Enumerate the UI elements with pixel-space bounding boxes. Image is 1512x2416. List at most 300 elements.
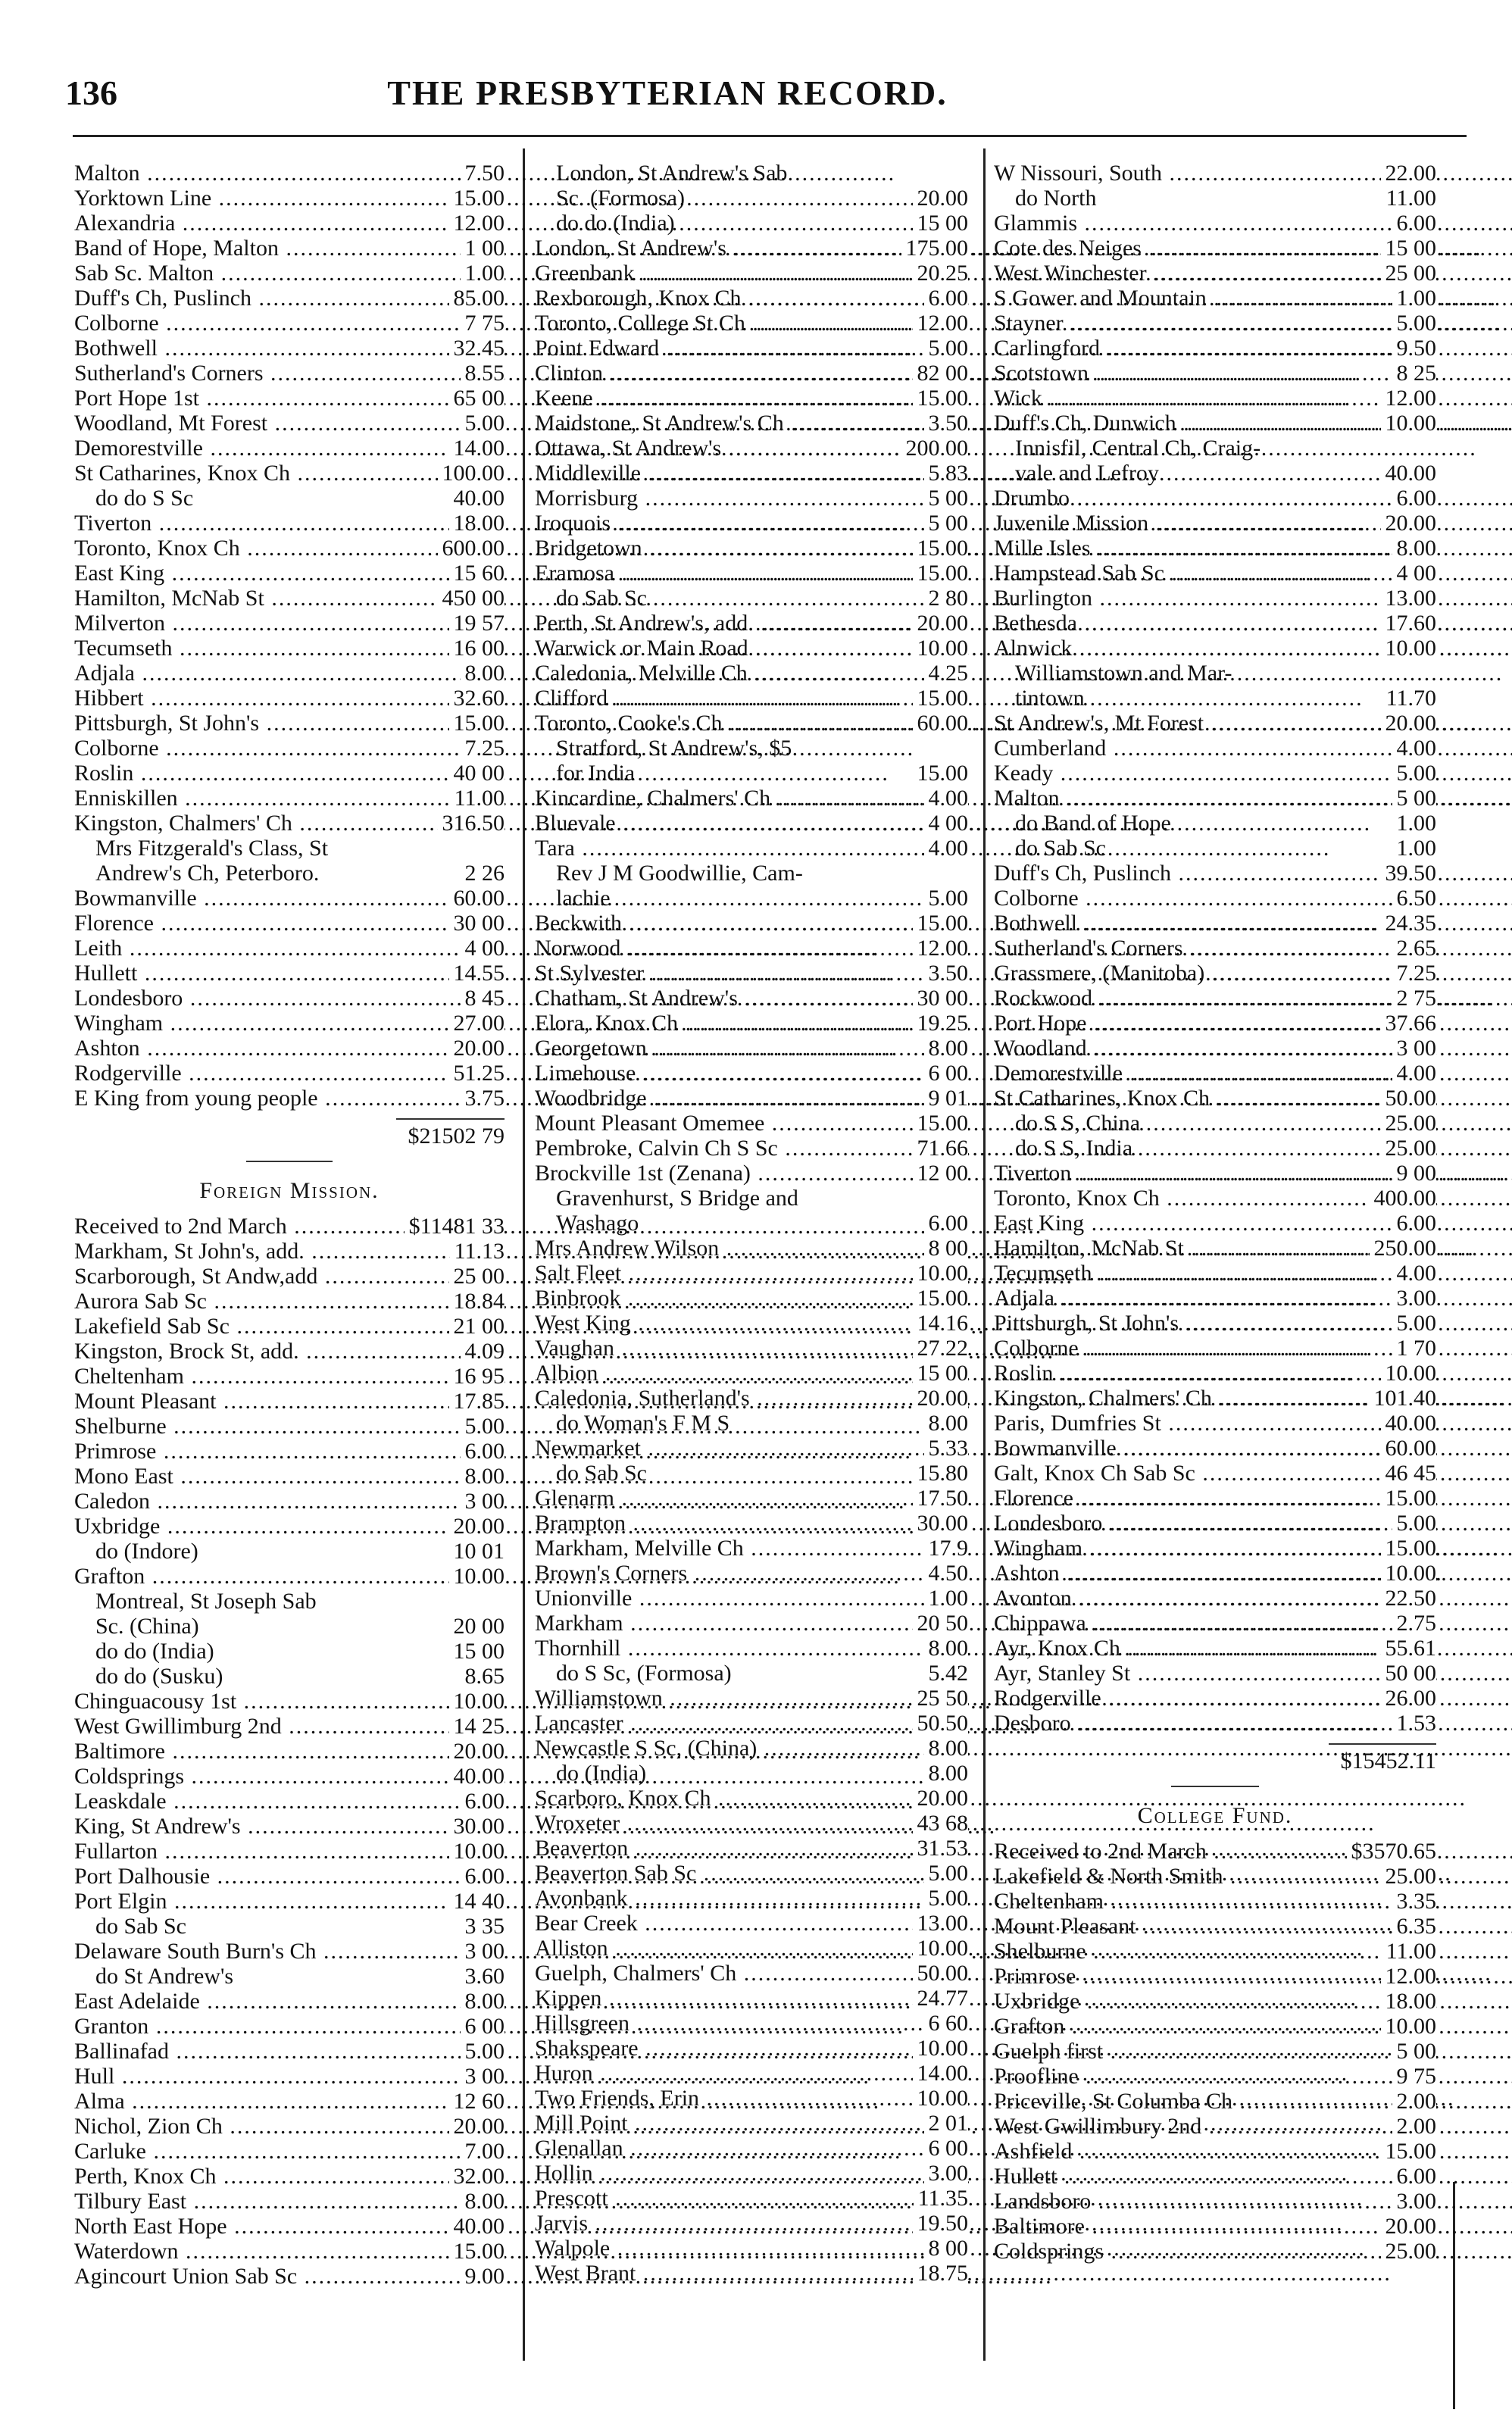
ledger-entry xyxy=(535,561,968,586)
entry-amount: 3 35 xyxy=(461,1914,505,1939)
ledger-entry xyxy=(994,2014,1436,2039)
entry-amount: 18.84 xyxy=(449,1289,505,1314)
entry-name: Unionville ..... xyxy=(535,1586,1388,1611)
entry-name: Newcastle S Sc, (China) ..... xyxy=(535,1736,1512,1761)
ledger-entry xyxy=(535,536,968,561)
ledger-entry xyxy=(994,811,1436,836)
entry-amount: 15.00 xyxy=(1381,1486,1437,1511)
entry-name: Leith ..... xyxy=(74,936,878,961)
entry-amount: 20.00 xyxy=(1381,511,1437,536)
entry-name: North East Hope ..... xyxy=(74,2214,982,2239)
entry-amount: 2 26 xyxy=(461,861,505,886)
ledger-entry xyxy=(535,1761,968,1786)
ledger-entry xyxy=(535,2086,968,2111)
entry-amount: 5 00 xyxy=(1392,2039,1437,2064)
ledger-entry xyxy=(994,1989,1436,2014)
entry-name: Grafton ..... xyxy=(74,1564,901,1589)
entry-amount: 1.00 xyxy=(1392,286,1437,311)
entry-amount: 4 00 xyxy=(924,811,969,836)
ledger-entry xyxy=(535,961,968,986)
entry-name: Pembroke, Calvin Ch S Sc ..... xyxy=(535,1136,1512,1161)
entry-name: West Gwillimburg 2nd ..... xyxy=(74,1714,1037,1739)
ledger-entry xyxy=(74,2239,505,2264)
ledger-entry xyxy=(535,2161,968,2186)
entry-name: Beaverton Sab Sc ..... xyxy=(535,1861,1452,1886)
entry-name: Stratford, St Andrew's, $5 xyxy=(556,736,792,761)
entry-amount: 15.00 xyxy=(449,711,505,736)
entry-amount: 15.00 xyxy=(913,1111,969,1136)
entry-name: Kingston, Brock St, add. ..... xyxy=(74,1339,1054,1364)
header-rule xyxy=(73,135,1467,137)
ledger-entry xyxy=(994,686,1436,711)
entry-amount: 14.00 xyxy=(449,436,505,461)
entry-amount: 8.65 xyxy=(461,1664,505,1689)
entry-name: Colborne ..... xyxy=(994,886,1512,911)
entry-amount: 6 00 xyxy=(924,1061,969,1086)
ledger-entry xyxy=(994,511,1436,536)
ledger-entry xyxy=(74,1289,505,1314)
entry-amount: 4.09 xyxy=(461,1339,505,1364)
entry-name: do do S Sc xyxy=(95,486,194,511)
entry-amount: 9.00 xyxy=(461,2264,505,2289)
entry-amount: 9 00 xyxy=(1392,1161,1437,1186)
entry-name: East Adelaide ..... xyxy=(74,1989,955,2014)
ledger-entry xyxy=(535,1036,968,1061)
ledger-entry xyxy=(535,486,968,511)
entry-amount: 1.53 xyxy=(1392,1711,1437,1736)
ledger-entry xyxy=(994,2214,1436,2239)
entry-name: Wick ..... xyxy=(994,386,1512,411)
entry-name: Bethesda ..... xyxy=(994,611,1512,636)
entry-name: do S S, India xyxy=(1015,1136,1133,1161)
entry-amount: 15 00 xyxy=(449,1639,505,1664)
ledger-entry xyxy=(74,1439,505,1464)
entry-name: do Sab Sc xyxy=(1015,836,1106,861)
entry-amount: 8.00 xyxy=(924,1761,969,1786)
entry-amount: 16 95 xyxy=(449,1364,505,1389)
entry-amount: 6.50 xyxy=(1392,886,1437,911)
entry-amount: 5.00 xyxy=(924,886,969,911)
ledger-entry xyxy=(535,1011,968,1036)
entry-amount: 5.00 xyxy=(461,1414,505,1439)
entry-name: Pittsburgh, St John's ..... xyxy=(994,1311,1512,1336)
entry-name: Toronto, Knox Ch ..... xyxy=(994,1186,1512,1211)
entry-amount: 8.00 xyxy=(461,661,505,686)
entry-name: Bear Creek ..... xyxy=(535,1911,1393,1936)
ledger-entry xyxy=(994,1661,1436,1686)
entry-amount: 10.00 xyxy=(1381,2014,1437,2039)
entry-amount: 5.00 xyxy=(1392,311,1437,336)
entry-amount: 12.00 xyxy=(1381,1964,1437,1989)
ledger-entry xyxy=(994,1536,1436,1561)
ledger-entry xyxy=(994,1964,1436,1989)
entry-amount: 15.00 xyxy=(913,761,969,786)
entry-name: Bothwell ..... xyxy=(74,336,914,361)
ledger-entry xyxy=(535,1411,968,1436)
entry-name: Tiverton ..... xyxy=(74,511,908,536)
entry-amount: 5.00 xyxy=(461,411,505,436)
ledger-entry xyxy=(994,186,1436,211)
entry-name: Hillsgreen ..... xyxy=(535,2011,1385,2036)
entry-amount: 15.00 xyxy=(913,536,969,561)
total-amount: $21502 79 xyxy=(396,1118,505,1153)
entry-amount: 3.00 xyxy=(1392,2189,1437,2214)
ledger-entry xyxy=(994,711,1436,736)
ledger-entry xyxy=(994,1436,1436,1461)
ledger-entry xyxy=(535,686,968,711)
entry-amount: 6.00 xyxy=(1392,2164,1437,2189)
entry-name: East King ..... xyxy=(74,561,920,586)
ledger-entry xyxy=(74,811,505,836)
entry-amount: 17.9 xyxy=(924,1536,969,1561)
entry-name: do Sab Sc xyxy=(556,586,647,611)
entry-name: Sc. (Formosa) xyxy=(556,186,685,211)
entry-name: Sc. (China) xyxy=(95,1614,199,1639)
entry-amount: 5.00 xyxy=(924,1861,969,1886)
ledger-entry xyxy=(535,1236,968,1261)
entry-name: Scotstown ..... xyxy=(994,361,1512,386)
entry-amount: 18.75 xyxy=(913,2261,969,2286)
entry-name: Walpole ..... xyxy=(535,2236,1366,2261)
entry-name: Bridgetown ..... xyxy=(535,536,1398,561)
entry-name: Kippen ..... xyxy=(535,1986,1357,2011)
entry-name: London, St Andrew's ..... xyxy=(535,236,1482,261)
entry-amount: 6.00 xyxy=(1392,211,1437,236)
ledger-entry xyxy=(535,411,968,436)
entry-name: Hull ..... xyxy=(74,2064,870,2089)
ledger-entry xyxy=(994,1061,1436,1086)
entry-name: E King from young people ..... xyxy=(74,1086,1073,1111)
entry-name: Georgetown ..... xyxy=(535,1036,1402,1061)
entry-amount: 9 75 xyxy=(1392,2064,1437,2089)
entry-name: do S S, China xyxy=(1015,1111,1141,1136)
ledger-entry xyxy=(74,1839,505,1864)
entry-amount: 5.00 xyxy=(924,1886,969,1911)
entry-name: Binbrook ..... xyxy=(535,1286,1376,1311)
entry-name: do St Andrew's xyxy=(95,1964,234,1989)
entry-amount: 40.00 xyxy=(449,486,505,511)
entry-name: Burlington ..... xyxy=(994,586,1512,611)
ledger-entry xyxy=(74,2014,505,2039)
entry-amount: 25 00 xyxy=(449,1264,505,1289)
ledger-entry xyxy=(994,961,1436,986)
entry-amount: 5.00 xyxy=(461,2039,505,2064)
ledger-entry xyxy=(535,2011,968,2036)
entry-name: Adjala ..... xyxy=(994,1286,1512,1311)
entry-name: Mrs Fitzgerald's Class, St xyxy=(95,836,329,861)
ledger-entry xyxy=(994,561,1436,586)
entry-amount: 32.00 xyxy=(449,2164,505,2189)
entry-name: Lancaster ..... xyxy=(535,1711,1379,1736)
entry-amount: 1.00 xyxy=(924,1586,969,1611)
ledger-entry xyxy=(74,2189,505,2214)
entry-name: Rev J M Goodwillie, Cam- xyxy=(556,861,803,886)
ledger-entry xyxy=(74,286,505,311)
entry-name: Williamstown ..... xyxy=(535,1686,1418,1711)
ledger-entry xyxy=(535,661,968,686)
entry-amount: 11.00 xyxy=(1382,1939,1436,1964)
ledger-entry xyxy=(74,636,505,661)
ledger-entry xyxy=(74,2039,505,2064)
ledger-entry xyxy=(74,311,505,336)
entry-amount: 10.00 xyxy=(913,2036,969,2061)
entry-amount: 51.25 xyxy=(449,1061,505,1086)
ledger-entry xyxy=(535,1511,968,1536)
ledger-entry xyxy=(535,436,968,461)
entry-amount: 30 00 xyxy=(449,911,505,936)
entry-amount: 39.50 xyxy=(1381,861,1437,886)
entry-amount: 6.00 xyxy=(924,286,969,311)
ledger-entry xyxy=(535,911,968,936)
entry-name: Sutherland's Corners ..... xyxy=(994,936,1512,961)
ledger-entry xyxy=(994,1236,1436,1261)
ledger-entry xyxy=(535,1111,968,1136)
entry-amount: 4.00 xyxy=(924,836,969,861)
entry-amount: 25.00 xyxy=(1381,1864,1437,1889)
entry-name: Scarboro, Knox Ch ..... xyxy=(535,1786,1467,1811)
ledger-entry xyxy=(535,1711,968,1736)
entry-amount: 2.65 xyxy=(1392,936,1437,961)
entry-amount: 20.00 xyxy=(449,1739,505,1764)
entry-name: Avonbank ..... xyxy=(535,1886,1383,1911)
ledger-entry xyxy=(994,336,1436,361)
ledger-entry xyxy=(535,1686,968,1711)
entry-name: Received to 2nd March ..... xyxy=(74,1214,1042,1239)
entry-name: Elora, Knox Ch ..... xyxy=(535,1011,1434,1036)
entry-name: Mount Pleasant ..... xyxy=(74,1389,972,1414)
ledger-entry xyxy=(535,1286,968,1311)
entry-amount: 20.00 xyxy=(913,1386,969,1411)
entry-amount: 14.55 xyxy=(449,961,505,986)
entry-amount: 200.00 xyxy=(901,436,969,461)
ledger-entry xyxy=(535,236,968,261)
entry-amount: 30.00 xyxy=(913,1511,969,1536)
ledger-entry xyxy=(535,636,968,661)
entry-name: Sab Sc. Malton ..... xyxy=(74,261,970,286)
entry-amount: 10.00 xyxy=(449,1839,505,1864)
entry-name: West Gwillimbury 2nd ..... xyxy=(994,2114,1512,2139)
entry-name: Leaskdale ..... xyxy=(74,1789,922,1814)
ledger-entry xyxy=(74,736,505,761)
entry-amount: 5.00 xyxy=(1392,1511,1437,1536)
entry-amount: 5 00 xyxy=(924,486,969,511)
ledger-entry xyxy=(74,2114,505,2139)
entry-name: Florence ..... xyxy=(994,1486,1512,1511)
entry-amount: 6.00 xyxy=(461,1864,505,1889)
ledger-entry xyxy=(74,511,505,536)
entry-name: Glenallan ..... xyxy=(535,2136,1379,2161)
ledger-entry xyxy=(994,936,1436,961)
ledger-entry xyxy=(535,1186,968,1211)
ledger-entry xyxy=(535,2061,968,2086)
ledger-entry xyxy=(994,1711,1436,1736)
ledger-entry xyxy=(535,1836,968,1861)
entry-name: Clifford ..... xyxy=(535,686,1364,711)
ledger-entry xyxy=(994,2064,1436,2089)
column-total xyxy=(994,1736,1436,1780)
ledger-entry xyxy=(74,336,505,361)
entry-name: Hamilton, McNab St ..... xyxy=(994,1236,1512,1261)
ledger-entry xyxy=(994,461,1436,486)
entry-name: Toronto, Knox Ch ..... xyxy=(74,536,995,561)
entry-amount: 6 00 xyxy=(924,2136,969,2161)
ledger-entry xyxy=(535,1386,968,1411)
ledger-entry xyxy=(994,1561,1436,1586)
entry-amount: 1 70 xyxy=(1392,1336,1437,1361)
ledger-entry xyxy=(535,1061,968,1086)
entry-name: Mono East ..... xyxy=(74,1464,929,1489)
ledger-entry xyxy=(535,861,968,886)
entry-name: Brockville 1st (Zenana) ..... xyxy=(535,1161,1506,1186)
ledger-entry xyxy=(74,1789,505,1814)
entry-amount: 15.00 xyxy=(1381,2139,1437,2164)
entry-name: Juvenile Mission ..... xyxy=(994,511,1512,536)
ledger-entry xyxy=(994,761,1436,786)
ledger-entry xyxy=(74,361,505,386)
entry-amount: 24.77 xyxy=(913,1986,969,2011)
entry-amount: 5.00 xyxy=(924,336,969,361)
entry-name: Rodgerville ..... xyxy=(994,1686,1512,1711)
entry-name: King, St Andrew's ..... xyxy=(74,1814,996,1839)
column-3 xyxy=(994,161,1436,2264)
entry-name: Pittsburgh, St John's ..... xyxy=(74,711,1015,736)
ledger-entry xyxy=(74,161,505,186)
entry-amount: 12.00 xyxy=(913,936,969,961)
ledger-entry xyxy=(74,1086,505,1111)
entry-amount: 20.00 xyxy=(449,2114,505,2139)
entry-amount: 19.50 xyxy=(913,2211,969,2236)
entry-name: Hampstead Sab Sc ..... xyxy=(994,561,1512,586)
entry-name: do do (India) xyxy=(556,211,675,236)
ledger-entry xyxy=(74,686,505,711)
ledger-entry xyxy=(535,1986,968,2011)
entry-name: Grafton ..... xyxy=(994,2014,1512,2039)
entry-amount: 20 00 xyxy=(449,1614,505,1639)
ledger-entry xyxy=(994,161,1436,186)
entry-amount: 12.00 xyxy=(913,311,969,336)
entry-name: Coldsprings ..... xyxy=(74,1764,940,1789)
entry-name: Aurora Sab Sc ..... xyxy=(74,1289,962,1314)
entry-amount: 17.50 xyxy=(913,1486,969,1511)
entry-amount: 12 60 xyxy=(449,2089,505,2114)
ledger-entry xyxy=(74,986,505,1011)
ledger-entry xyxy=(535,711,968,736)
ledger-entry xyxy=(994,636,1436,661)
ledger-entry xyxy=(74,1739,505,1764)
entry-name: do North xyxy=(1015,186,1097,211)
ledger-entry xyxy=(994,1839,1436,1864)
ledger-entry xyxy=(535,1936,968,1961)
entry-name: Band of Hope, Malton ..... xyxy=(74,236,1034,261)
entry-amount: 50 00 xyxy=(1381,1661,1437,1686)
entry-name: Tiverton ..... xyxy=(994,1161,1512,1186)
entry-amount: 4.50 xyxy=(924,1561,969,1586)
entry-name: Markham ..... xyxy=(535,1611,1379,1636)
ledger-entry xyxy=(74,1539,505,1564)
entry-name: Greenbank ..... xyxy=(535,261,1390,286)
entry-amount: 3.50 xyxy=(924,411,969,436)
entry-amount: 175.00 xyxy=(901,236,969,261)
column-total xyxy=(74,1111,505,1155)
entry-name: Primrose ..... xyxy=(994,1964,1512,1989)
entry-name: Desboro ..... xyxy=(994,1711,1512,1736)
entry-name: Keene ..... xyxy=(535,386,1348,411)
entry-amount: 6.00 xyxy=(924,1211,969,1236)
entry-amount: 11.35 xyxy=(914,2186,968,2211)
ledger-entry xyxy=(994,886,1436,911)
entry-name: Yorktown Line ..... xyxy=(74,186,967,211)
entry-amount: 5 00 xyxy=(1392,786,1437,811)
ledger-entry xyxy=(994,1086,1436,1111)
entry-name: Maidstone, St Andrew's Ch ..... xyxy=(535,411,1512,436)
ledger-entry xyxy=(535,186,968,211)
ledger-entry xyxy=(994,2164,1436,2189)
ledger-entry xyxy=(74,1464,505,1489)
entry-name: Iroquois ..... xyxy=(535,511,1367,536)
entry-name: Colborne ..... xyxy=(994,1336,1512,1361)
entry-name: Salt Fleet ..... xyxy=(535,1261,1377,1286)
entry-amount: 3.50 xyxy=(924,961,969,986)
entry-amount: 22.00 xyxy=(1381,161,1437,186)
ledger-entry xyxy=(535,1586,968,1611)
entry-name: Rodgerville ..... xyxy=(74,1061,937,1086)
entry-amount: 3.60 xyxy=(461,1964,505,1989)
entry-name: Port Hope 1st ..... xyxy=(74,386,955,411)
entry-amount: 25.00 xyxy=(1381,1136,1437,1161)
entry-name: Hollin ..... xyxy=(535,2161,1348,2186)
entry-amount: 22.50 xyxy=(1381,1586,1437,1611)
ledger-entry xyxy=(74,2264,505,2289)
ledger-entry xyxy=(535,386,968,411)
ledger-entry xyxy=(535,1461,968,1486)
entry-name: Morrisburg ..... xyxy=(535,486,1394,511)
entry-name: Agincourt Union Sab Sc ..... xyxy=(74,2264,1053,2289)
entry-amount: 10.00 xyxy=(1381,1561,1437,1586)
entry-name: Mrs Andrew Wilson ..... xyxy=(535,1236,1475,1261)
ledger-entry xyxy=(994,1211,1436,1236)
entry-name: Uxbridge ..... xyxy=(74,1514,916,1539)
entry-name: Kingston, Chalmers' Ch ..... xyxy=(994,1386,1512,1411)
ledger-entry xyxy=(535,1211,968,1236)
ledger-entry xyxy=(535,2136,968,2161)
entry-name: Adjala ..... xyxy=(74,661,890,686)
entry-name: Demorestville ..... xyxy=(74,436,958,461)
entry-amount: 8 25 xyxy=(1392,361,1437,386)
entry-name: Carlingford ..... xyxy=(994,336,1512,361)
entry-amount: 40.00 xyxy=(1381,1411,1437,1436)
ledger-entry xyxy=(994,2239,1436,2264)
entry-amount: 3 00 xyxy=(461,1489,505,1514)
ledger-entry xyxy=(74,1314,505,1339)
ledger-entry xyxy=(535,811,968,836)
entry-amount: 24.35 xyxy=(1381,911,1437,936)
entry-name: Rockwood ..... xyxy=(994,986,1512,1011)
ledger-entry xyxy=(994,1586,1436,1611)
ledger-entry xyxy=(74,1689,505,1714)
ledger-entry xyxy=(535,611,968,636)
entry-name: Caledonia, Melville Ch ..... xyxy=(535,661,1503,686)
entry-name: do (India) xyxy=(556,1761,647,1786)
entry-amount: 2 80 xyxy=(924,586,969,611)
entry-amount: 18.00 xyxy=(449,511,505,536)
ledger-entry xyxy=(994,2139,1436,2164)
entry-amount: 10.00 xyxy=(913,2086,969,2111)
entry-name: Londesboro ..... xyxy=(74,986,939,1011)
entry-amount: $11481 33 xyxy=(405,1214,505,1239)
ledger-entry xyxy=(535,1311,968,1336)
ledger-entry xyxy=(994,1864,1436,1889)
ledger-entry xyxy=(74,961,505,986)
